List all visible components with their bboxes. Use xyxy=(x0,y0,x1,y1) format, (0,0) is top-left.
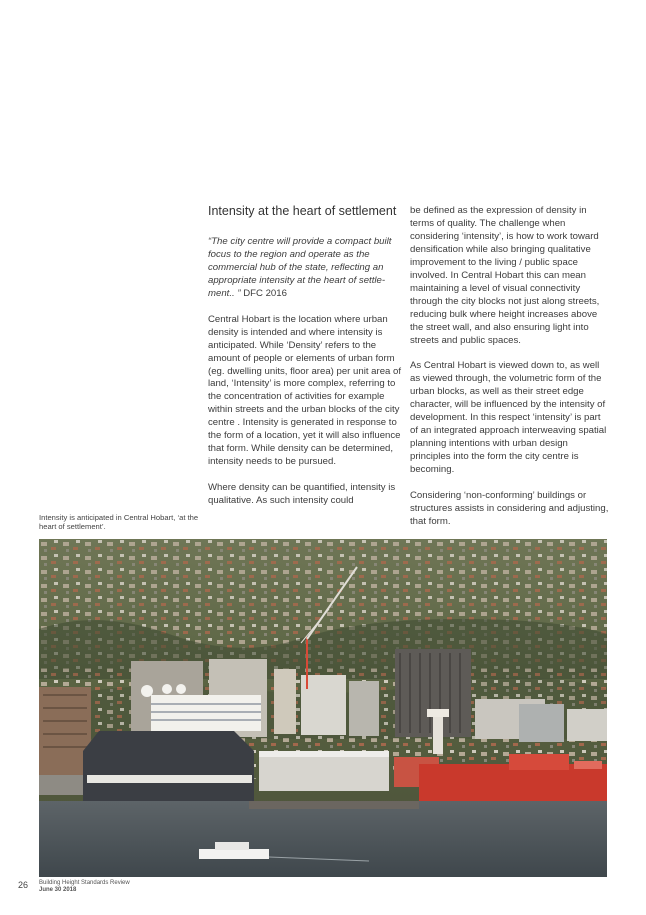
paragraph: As Central Hobart is viewed down to, as well as viewed through, the volumetric form of the urban blocks, as well as their street edge character, will be influenced by the intensity of development. In this respect ‘intensity’ is part of an integrated approach interweaving spatial planning intentions with urban design principles into the form the city centre is becoming. xyxy=(410,360,607,476)
page-number: 26 xyxy=(18,880,29,890)
document-title: Building Height Standards Review xyxy=(39,880,130,886)
hobart-waterfront-photo xyxy=(39,539,607,877)
left-text-column xyxy=(208,236,403,521)
footer xyxy=(39,880,130,894)
document-date: June 30 2018 xyxy=(39,887,77,893)
paragraph: Considering ‘non-conforming’ buildings or structures assists in considering and adjusting, that form. xyxy=(410,489,609,527)
photo-caption: Intensity is anticipated in Central Hobart, ‘at the heart of settlement’. xyxy=(39,513,199,532)
pull-quote xyxy=(208,236,403,301)
section-heading: Intensity at the heart of settlement xyxy=(208,204,397,218)
right-text-column xyxy=(410,205,610,542)
paragraph: Central Hobart is the location where urban density is intended and where intensity is anticipated. While ‘Density’ refers to the amount of people or elements of urban form (eg. dwelling units, floor area) per unit area of land, ‘Intensity’ is more complex, referring to the concentration of activities for example within streets and the urban blocks of the city centre . Intensity is generated in response to the form of a location, yet it will also influence that form. While density can be determined, intensity needs to be pursued. xyxy=(208,313,402,468)
quote-source: DFC 2016 xyxy=(243,287,287,299)
paragraph: Where density can be quantified, intensity is qualitative. As such intensity could xyxy=(208,482,396,507)
quote-text: “The city centre will provide a compact built focus to the region and operate as the commercial hub of the state, reflecting an appropriate intensity at the heart of settlement.. ” xyxy=(208,236,392,299)
paragraph: be defined as the expression of density in terms of quality. The challenge when considering ‘intensity’, is how to work toward densification while also bringing qualitative improvement to the living / public space involved. In Central Hobart this can mean maintaining a level of visual connectivity through the city blocks not just along streets, reducing bulk where height increases above the street wall, and also ensuring light into streets and public spaces. xyxy=(410,205,600,346)
